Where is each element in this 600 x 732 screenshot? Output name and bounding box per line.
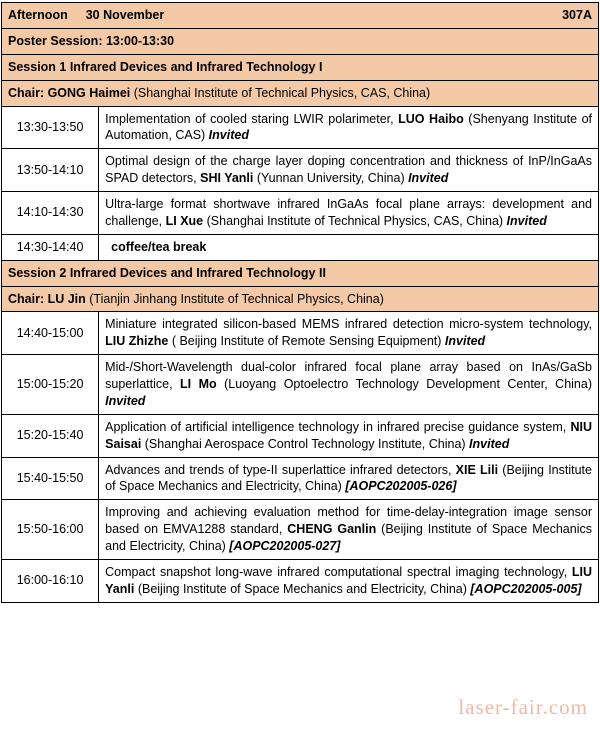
talk-affiliation: ( Beijing Institute of Remote Sensing Equipment)	[168, 334, 445, 349]
talk-row	[2, 192, 599, 235]
page-header-cell	[2, 3, 599, 29]
talk-tag: Invited	[444, 334, 486, 349]
break-label: coffee/tea break	[99, 234, 599, 260]
header-date: 30 November	[85, 8, 165, 22]
talk-details	[99, 457, 599, 500]
talk-tag: Invited	[469, 436, 510, 451]
header-period: Afternoon	[8, 8, 68, 22]
talk-time: 15:20-15:40	[2, 414, 99, 457]
talk-row	[2, 149, 599, 192]
talk-row	[2, 559, 599, 602]
watermark: laser-fair.com	[458, 695, 588, 719]
talk-paper-code: [AOPC202005-027]	[229, 539, 341, 553]
talk-affiliation: (Shanghai Institute of Technical Physics, CAS, China)	[203, 213, 507, 228]
talk-speaker: LIU Zhizhe	[105, 334, 169, 349]
talk-row	[2, 457, 599, 500]
talk-row	[2, 414, 599, 457]
session-1-chair-name: Chair: GONG Haimei	[8, 85, 131, 100]
page-header-row	[2, 3, 599, 29]
talk-tag: Invited	[105, 393, 146, 408]
talk-title: Ultra-large format shortwave infrared InGaAs focal plane arrays: development and challenge,	[105, 197, 592, 228]
talk-details	[99, 355, 599, 415]
break-row	[2, 234, 599, 260]
talk-details	[99, 192, 599, 235]
talk-time: 14:40-15:00	[2, 312, 99, 355]
talk-speaker: LI Xue	[165, 213, 204, 228]
talk-time: 13:50-14:10	[2, 149, 99, 192]
talk-title: Miniature integrated silicon-based MEMS infrared detection micro-system technology,	[105, 317, 592, 332]
talk-time: 15:40-15:50	[2, 457, 99, 500]
break-time: 14:30-14:40	[2, 234, 99, 260]
talk-details	[99, 559, 599, 602]
talk-affiliation: (Shenyang Institute of Automation, CAS)	[105, 111, 592, 143]
talk-row	[2, 355, 599, 415]
poster-session-row	[2, 28, 599, 54]
talk-title: Advances and trends of type-II superlattice infrared detectors,	[105, 462, 456, 477]
talk-affiliation: (Beijing Institute of Space Mechanics and Electricity, China)	[105, 522, 592, 553]
talk-affiliation: (Luoyang Optoelectro Technology Development Center, China)	[216, 377, 592, 391]
schedule-table	[1, 2, 599, 603]
header-room: 307A	[562, 8, 592, 22]
session-1-title-row	[2, 54, 599, 80]
talk-title: Optimal design of the charge layer doping concentration and thickness of InP/InGaAs SPAD detectors,	[105, 154, 592, 186]
talk-tag: Invited	[408, 171, 449, 186]
session-2-chair-row	[2, 286, 599, 312]
talk-title: Compact snapshot long-wave infrared computational spectral imaging technology,	[105, 564, 572, 579]
schedule-body	[2, 3, 599, 603]
talk-details	[99, 149, 599, 192]
session-1-chair-row	[2, 80, 599, 106]
talk-paper-code: [AOPC202005-026]	[345, 479, 457, 494]
talk-affiliation: (Yunnan University, China)	[253, 171, 409, 186]
session-2-chair-affiliation: (Tianjin Jinhang Institute of Technical Physics, China)	[85, 291, 384, 306]
talk-speaker: NIU Saisai	[105, 419, 592, 451]
talk-speaker: LIU Yanli	[105, 564, 592, 596]
session-2-title: Session 2 Infrared Devices and Infrared Technology II	[2, 260, 599, 286]
talk-details	[99, 106, 599, 149]
talk-affiliation: (Beijing Institute of Space Mechanics and Electricity, China)	[134, 581, 471, 596]
talk-row	[2, 500, 599, 560]
talk-speaker: SHI Yanli	[200, 171, 254, 186]
talk-tag: Invited	[208, 128, 249, 143]
talk-title: Application of artificial intelligence technology in infrared precise guidance system,	[105, 419, 571, 434]
talk-speaker: XIE Lili	[455, 462, 499, 477]
poster-session-label: Poster Session: 13:00-13:30	[2, 28, 599, 54]
talk-title: Improving and achieving evaluation method for time-delay-integration image sensor based on EMVA1288 standard,	[105, 505, 592, 537]
talk-speaker: LI Mo	[180, 377, 217, 391]
talk-time: 14:10-14:30	[2, 192, 99, 235]
talk-row	[2, 312, 599, 355]
talk-speaker: LUO Haibo	[398, 111, 464, 126]
schedule-page	[0, 2, 600, 732]
session-2-title-row	[2, 260, 599, 286]
talk-details	[99, 312, 599, 355]
talk-time: 15:50-16:00	[2, 500, 99, 560]
talk-title: Mid-/Short-Wavelength dual-color infrared focal plane array based on InAs/GaSb superlattice,	[105, 360, 592, 391]
talk-time: 16:00-16:10	[2, 559, 99, 602]
header-left	[8, 7, 164, 24]
talk-title: Implementation of cooled staring LWIR polarimeter,	[105, 111, 399, 126]
talk-affiliation: (Shanghai Aerospace Control Technology Institute, China)	[141, 436, 470, 451]
talk-tag: Invited	[506, 213, 547, 228]
talk-row	[2, 106, 599, 149]
session-2-chair-name: Chair: LU Jin	[8, 291, 86, 306]
talk-time: 15:00-15:20	[2, 355, 99, 415]
talk-details	[99, 500, 599, 560]
talk-details	[99, 414, 599, 457]
talk-affiliation: (Beijing Institute of Space Mechanics and Electricity, China)	[105, 462, 592, 494]
talk-time: 13:30-13:50	[2, 106, 99, 149]
talk-speaker: CHENG Ganlin	[287, 522, 377, 537]
session-1-title: Session 1 Infrared Devices and Infrared Technology I	[2, 54, 599, 80]
session-1-chair-cell	[2, 80, 599, 106]
talk-paper-code: [AOPC202005-005]	[470, 581, 582, 596]
session-2-chair-cell	[2, 286, 599, 312]
session-1-chair-affiliation: (Shanghai Institute of Technical Physics, CAS, China)	[130, 85, 431, 100]
